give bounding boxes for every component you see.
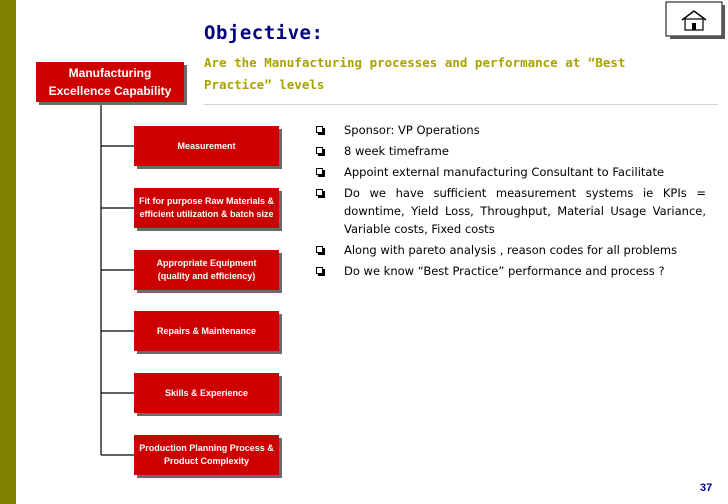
list-item <box>314 121 706 139</box>
list-item <box>314 142 706 160</box>
page-number: 37 <box>700 482 713 494</box>
node-production-planning: Production Planning Process & Product Complexity <box>134 435 279 475</box>
bullet-marker-icon <box>316 189 323 196</box>
bullet-text: Do we have sufficient measurement systems ie KPIs = downtime, Yield Loss, Throughput, Material Usage Variance, Variable costs, Fixed costs <box>344 186 706 236</box>
root-node-box: Manufacturing Excellence Capability <box>36 62 184 102</box>
node-measurement: Measurement <box>134 126 279 166</box>
bullet-text: 8 week timeframe <box>344 144 449 158</box>
node-skills-experience: Skills & Experience <box>134 373 279 413</box>
bullet-text: Appoint external manufacturing Consultant to Facilitate <box>344 165 665 179</box>
bullet-marker-icon <box>316 168 323 175</box>
node-equipment: Appropriate Equipment (quality and efficiency) <box>134 250 279 290</box>
node-repairs-maintenance: Repairs & Maintenance <box>134 311 279 351</box>
home-icon <box>662 0 726 40</box>
list-item <box>314 262 706 280</box>
bullet-marker-icon <box>316 267 323 274</box>
slide-subtitle: Are the Manufacturing processes and performance at “Best Practice” levels <box>204 55 626 92</box>
bullet-marker-icon <box>316 147 323 154</box>
list-item <box>314 163 706 181</box>
node-raw-materials: Fit for purpose Raw Materials & efficient utilization & batch size <box>134 188 279 228</box>
bullet-text: Sponsor: VP Operations <box>344 123 480 137</box>
list-item <box>314 184 706 238</box>
home-button[interactable] <box>662 0 726 40</box>
bullet-marker-icon <box>316 246 323 253</box>
slide-title: Objective: <box>204 22 324 44</box>
bullet-marker-icon <box>316 126 323 133</box>
bullet-list <box>314 121 706 283</box>
list-item <box>314 241 706 259</box>
bullet-text: Along with pareto analysis , reason codes for all problems <box>344 243 678 257</box>
bullet-text: Do we know “Best Practice” performance and process ? <box>344 264 665 278</box>
